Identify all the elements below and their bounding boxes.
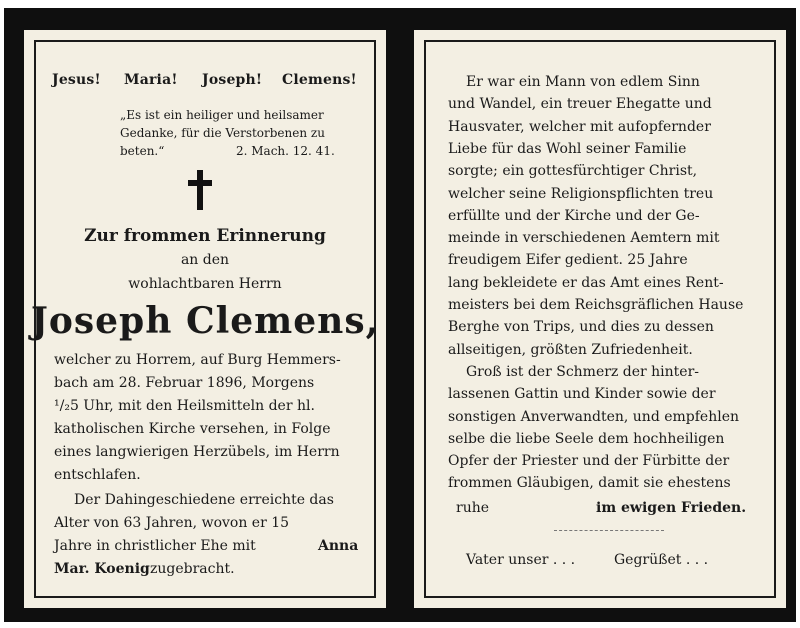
heading-clemens: Clemens! (282, 72, 357, 88)
right-body-line: sonstigen Anverwandten, und empfehlen (448, 408, 740, 425)
heading-joseph: Joseph! (202, 72, 263, 88)
quote-line: Gedanke, für die Verstorbenen zu (120, 126, 325, 140)
an-den: an den (180, 252, 230, 268)
right-body-line: Hausvater, welcher mit aufopfernder (448, 118, 711, 135)
last-line-end: im ewigen Frieden. (596, 500, 747, 516)
quote-reference: 2. Mach. 12. 41. (236, 144, 335, 158)
body-line: entschlafen. (54, 467, 141, 483)
body-line: katholischen Kirche versehen, in Folge (54, 421, 331, 437)
memorial-title: Zur frommen Erinnerung (84, 226, 326, 246)
body-line: welcher zu Horrem, auf Burg Hemmers- (54, 352, 341, 368)
right-body-line: Liebe für das Wohl seiner Familie (448, 140, 687, 157)
right-panel (414, 30, 786, 608)
left-panel (24, 30, 386, 608)
honorific: wohlachtbaren Herrn (128, 276, 282, 292)
right-body-line: allseitigen, größten Zufriedenheit. (448, 341, 693, 358)
right-body-line: meisters bei dem Reichsgräflichen Hause (448, 297, 744, 313)
right-body-line: und Wandel, ein treuer Ehegatte und (448, 96, 712, 113)
quote-line: „Es ist ein heiliger und heilsamer (120, 108, 324, 122)
right-body-line: Berghe von Trips, und dies zu dessen (448, 319, 714, 336)
divider (554, 530, 664, 532)
quote-line: beten.“ (120, 144, 165, 158)
memorial-card (4, 8, 796, 622)
wife-first-name: Anna (318, 538, 359, 554)
prayer-vater-unser: Vater unser . . . (466, 552, 576, 568)
last-line-start: ruhe (456, 500, 490, 516)
body-line: bach am 28. Februar 1896, Morgens (54, 375, 315, 391)
body2-line: Der Dahingeschiedene erreichte das (74, 492, 334, 508)
body-line: eines langwierigen Herzübels, im Herrn (54, 444, 340, 460)
wife-name: Mar. Koenig (54, 561, 150, 577)
right-body-line: sorgte; ein gottesfürchtiger Christ, (448, 163, 698, 180)
right-body-line: frommen Gläubigen, damit sie ehestens (448, 475, 731, 492)
heading-maria: Maria! (124, 72, 178, 88)
right-body-line: welcher seine Religionspflichten treu (448, 185, 714, 202)
closing-word: zugebracht. (150, 561, 235, 577)
heading-jesus: Jesus! (52, 72, 101, 88)
right-body-line: lang bekleidete er das Amt eines Rent- (448, 274, 724, 291)
body2-line: Jahre in christlicher Ehe mit (54, 538, 256, 554)
cross-icon (188, 170, 212, 210)
right-body-line: selbe die liebe Seele dem hochheiligen (448, 430, 725, 447)
right-body-line: meinde in verschiedenen Aemtern mit (448, 230, 720, 247)
right-body-line: Opfer der Priester und der Fürbitte der (448, 453, 730, 470)
right-body-line: erfüllte und der Kirche und der Ge- (448, 207, 700, 224)
body-line: ¹/₂5 Uhr, mit den Heilsmitteln der hl. (54, 398, 315, 414)
deceased-name: Joseph Clemens, (30, 300, 380, 342)
right-body-line: Er war ein Mann von edlem Sinn (466, 74, 700, 90)
right-body-line: Groß ist der Schmerz der hinter- (466, 363, 699, 380)
prayer-gegruesset: Gegrüßet . . . (614, 552, 709, 568)
right-body-line: freudigem Eifer gedient. 25 Jahre (448, 252, 688, 269)
body2-line: Alter von 63 Jahren, wovon er 15 (54, 515, 290, 531)
right-body-line: lassenen Gattin und Kinder sowie der (448, 386, 716, 403)
